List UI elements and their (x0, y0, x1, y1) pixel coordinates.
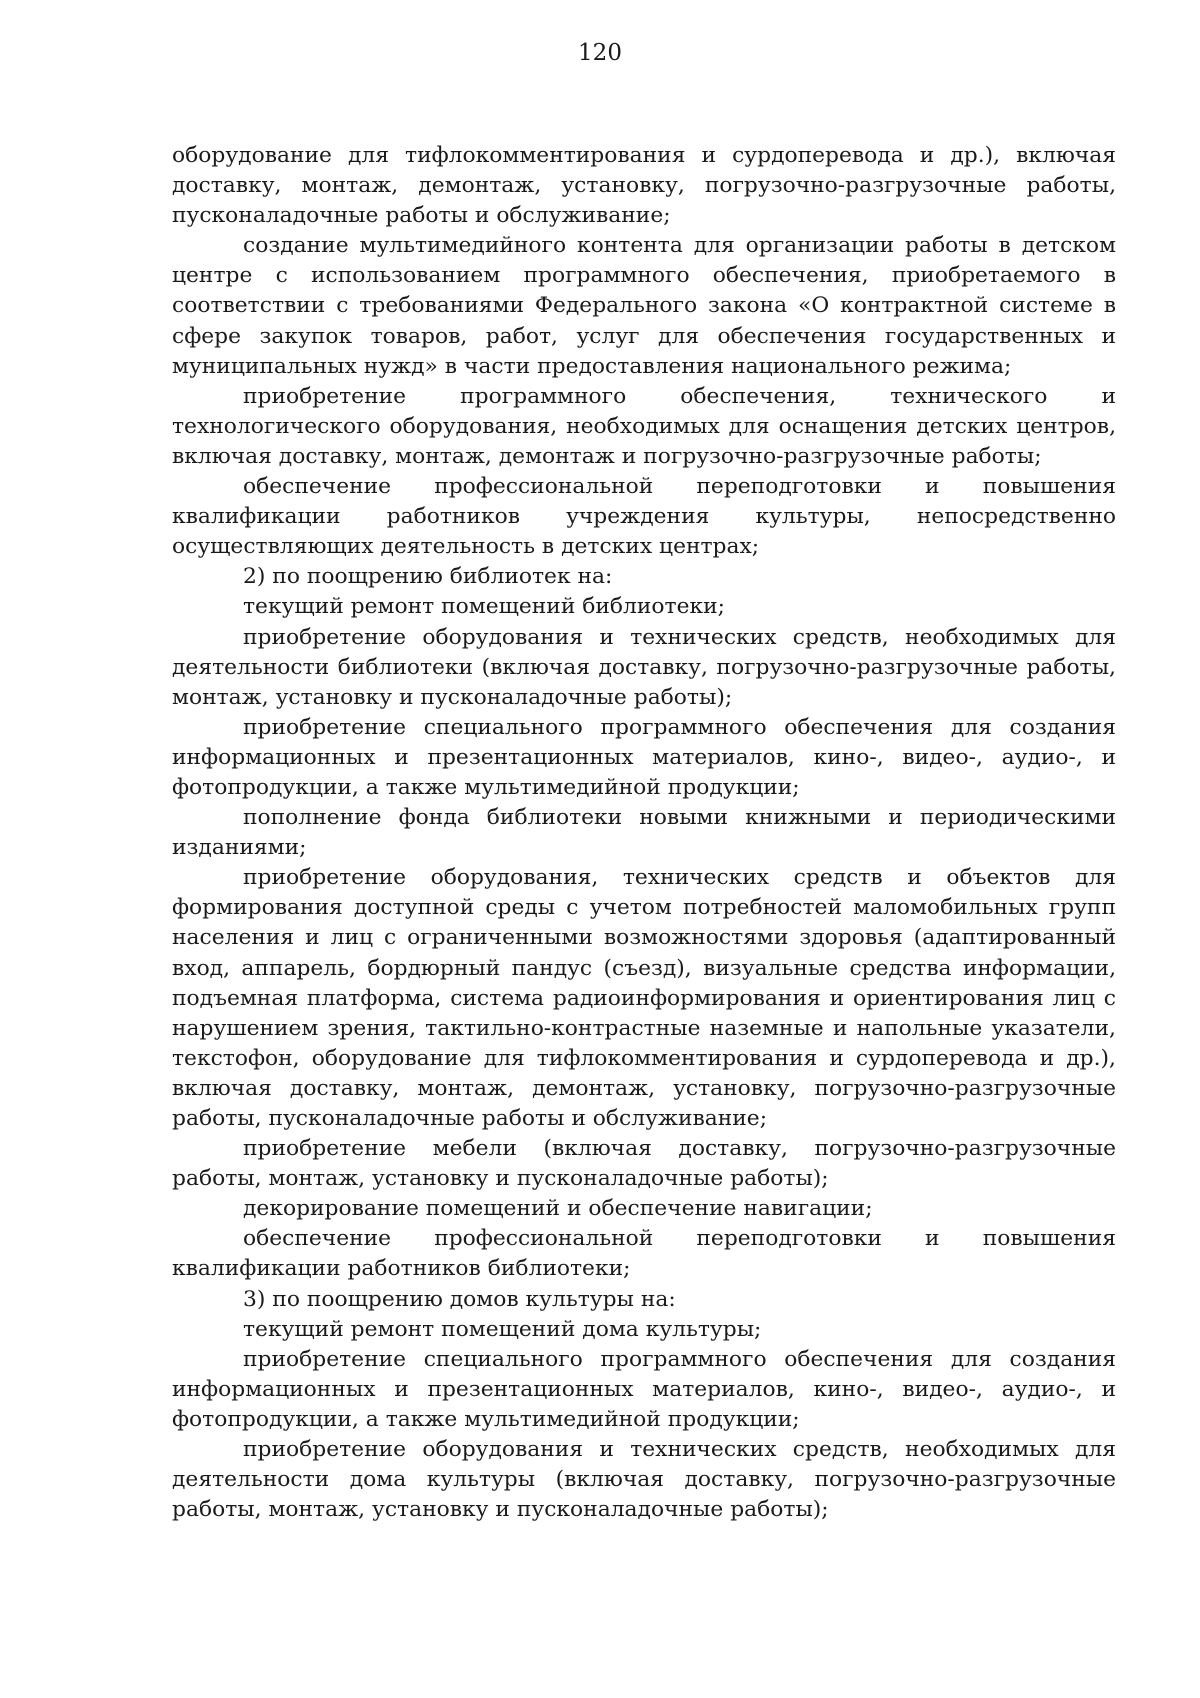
paragraph: 3) по поощрению домов культуры на: (243, 1286, 676, 1312)
paragraph: обеспечение профессиональной переподготовки и повышения квалификации работников учреждения культуры, непосредственно осуществляющих деятельность в детских центрах; (172, 474, 1116, 560)
paragraph: создание мультимедийного контента для организации работы в детском центре с использованием программного обеспечения, приобретаемого в соответствии с требованиями Федерального закона «О контрактной системе в сфере закупок товаров, работ, услуг для обеспечения государственных и муниципальных нужд» в части предоставления национального режима; (172, 233, 1116, 379)
paragraph: приобретение специального программного обеспечения для создания информационных и презентационных материалов, кино-, видео-, аудио-, и фотопродукции, а также мультимедийной продукции; (172, 714, 1116, 800)
paragraph: приобретение оборудования и технических средств, необходимых для деятельности дома культуры (включая доставку, погрузочно-разгрузочные работы, монтаж, установку и пусконаладочные работы); (172, 1437, 1116, 1523)
paragraph: приобретение специального программного обеспечения для создания информационных и презентационных материалов, кино-, видео-, аудио-, и фотопродукции, а также мультимедийной продукции; (172, 1346, 1116, 1432)
paragraph: оборудование для тифлокомментирования и сурдоперевода и др.), включая доставку, монтаж, демонтаж, установку, погрузочно-разгрузочные работы, пусконаладочные работы и обслуживание; (172, 143, 1116, 229)
paragraph: приобретение мебели (включая доставку, погрузочно-разгрузочные работы, монтаж, установку и пусконаладочные работы); (172, 1136, 1116, 1192)
paragraph: обеспечение профессиональной переподготовки и повышения квалификации работников библиотеки; (172, 1226, 1116, 1282)
paragraph: приобретение программного обеспечения, технического и технологического оборудования, необходимых для оснащения детских центров, включая доставку, монтаж, демонтаж и погрузочно-разгрузочные работы; (172, 383, 1116, 469)
body-text (172, 141, 1116, 1525)
page-number: 120 (578, 40, 622, 66)
paragraph: приобретение оборудования, технических средств и объектов для формирования доступной среды с учетом потребностей маломобильных групп населения и лиц с ограниченными возможностями здоровья (адаптированный вход, аппарель, бордюрный пандус (съезд), визуальные средства информации, подъемная платформа, система радиоинформирования и ориентирования лиц с нарушением зрения, тактильно-контрастные наземные и напольные указатели, текстофон, оборудование для тифлокомментирования и сурдоперевода и др.), включая доставку, монтаж, демонтаж, установку, погрузочно-разгрузочные работы, пусконаладочные работы и обслуживание; (172, 865, 1116, 1131)
paragraph: пополнение фонда библиотеки новыми книжными и периодическими изданиями; (172, 805, 1116, 861)
paragraph: текущий ремонт помещений библиотеки; (243, 594, 726, 620)
paragraph: текущий ремонт помещений дома культуры; (243, 1316, 762, 1342)
paragraph: приобретение оборудования и технических средств, необходимых для деятельности библиотеки (включая доставку, погрузочно-разгрузочные работы, монтаж, установку и пусконаладочные работы); (172, 624, 1116, 710)
paragraph: 2) по поощрению библиотек на: (243, 564, 613, 590)
paragraph: декорирование помещений и обеспечение навигации; (243, 1196, 873, 1222)
